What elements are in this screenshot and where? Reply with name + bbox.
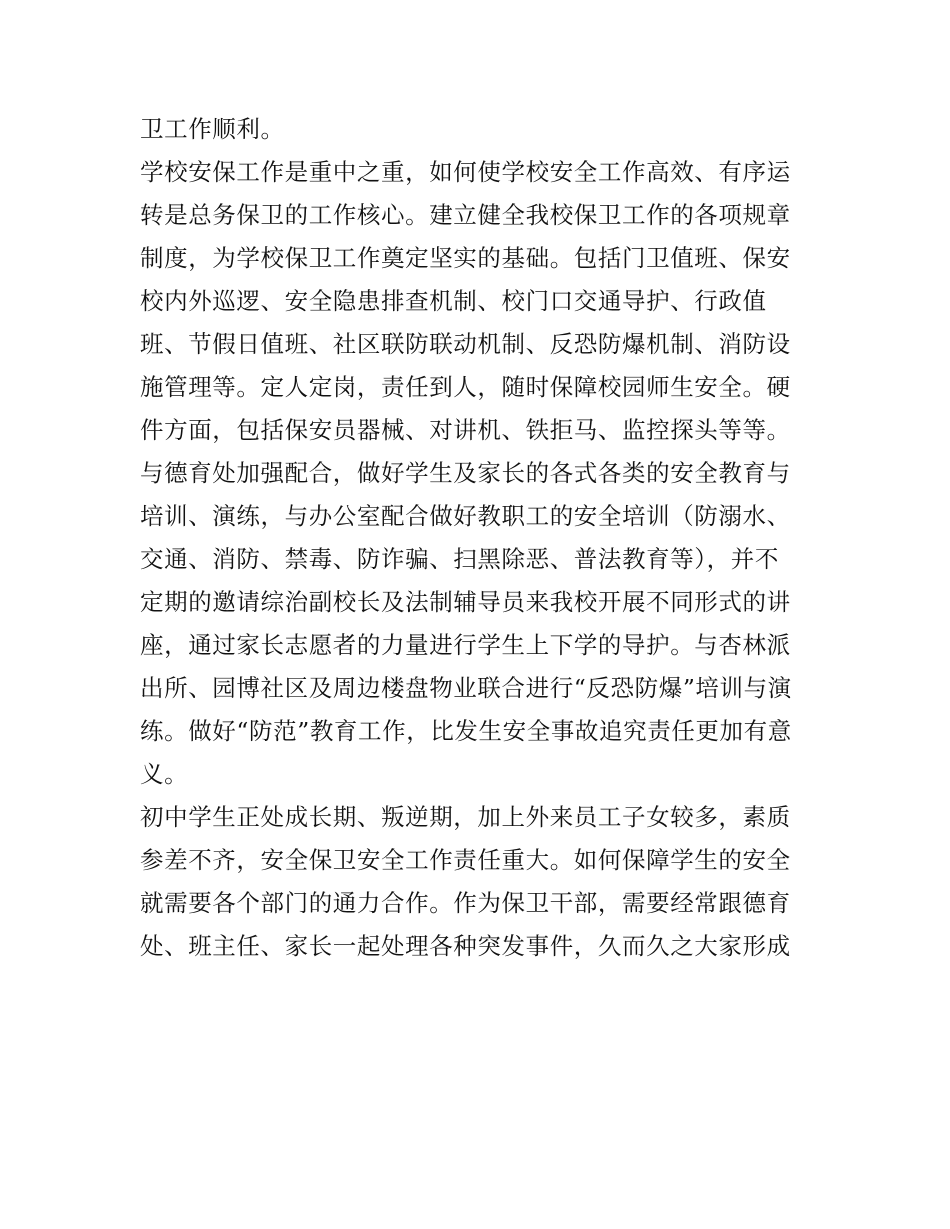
text-line-1: 卫工作顺利。 [140, 115, 285, 143]
text-line-18: 参差不齐，安全保卫安全工作责任重大。如何保障学生的安全 [140, 846, 791, 874]
text-line-4: 制度，为学校保卫工作奠定坚实的基础。包括门卫值班、保安 [140, 244, 791, 272]
text-line-10: 培训、演练，与办公室配合做好教职工的安全培训（防溺水、 [140, 502, 791, 530]
text-line-5: 校内外巡逻、安全隐患排查机制、校门口交通导护、行政值 [140, 287, 767, 315]
text-line-16: 义。 [140, 760, 189, 788]
text-line-8: 件方面，包括保安员器械、对讲机、铁拒马、监控探头等等。 [140, 416, 791, 444]
text-line-14: 出所、园博社区及周边楼盘物业联合进行“反恐防爆”培训与演 [140, 674, 792, 702]
text-line-15: 练。做好“防范”教育工作，比发生安全事故追究责任更加有意 [140, 717, 792, 745]
text-line-12: 定期的邀请综治副校长及法制辅导员来我校开展不同形式的讲 [140, 588, 791, 616]
text-line-20: 处、班主任、家长一起处理各种突发事件，久而久之大家形成 [140, 932, 791, 960]
text-line-6: 班、节假日值班、社区联防联动机制、反恐防爆机制、消防设 [140, 330, 791, 358]
text-line-11: 交通、消防、禁毒、防诈骗、扫黑除恶、普法教育等），并不 [140, 545, 779, 573]
text-line-7: 施管理等。定人定岗，责任到人，随时保障校园师生安全。硬 [140, 373, 791, 401]
text-line-2: 学校安保工作是重中之重，如何使学校安全工作高效、有序运 [140, 158, 791, 186]
text-line-17: 初中学生正处成长期、叛逆期，加上外来员工子女较多，素质 [140, 803, 791, 831]
text-line-13: 座，通过家长志愿者的力量进行学生上下学的导护。与杏林派 [140, 631, 791, 659]
body-text [140, 108, 820, 968]
text-line-9: 与德育处加强配合，做好学生及家长的各式各类的安全教育与 [140, 459, 791, 487]
text-line-19: 就需要各个部门的通力合作。作为保卫干部，需要经常跟德育 [140, 889, 791, 917]
text-line-3: 转是总务保卫的工作核心。建立健全我校保卫工作的各项规章 [140, 201, 791, 229]
